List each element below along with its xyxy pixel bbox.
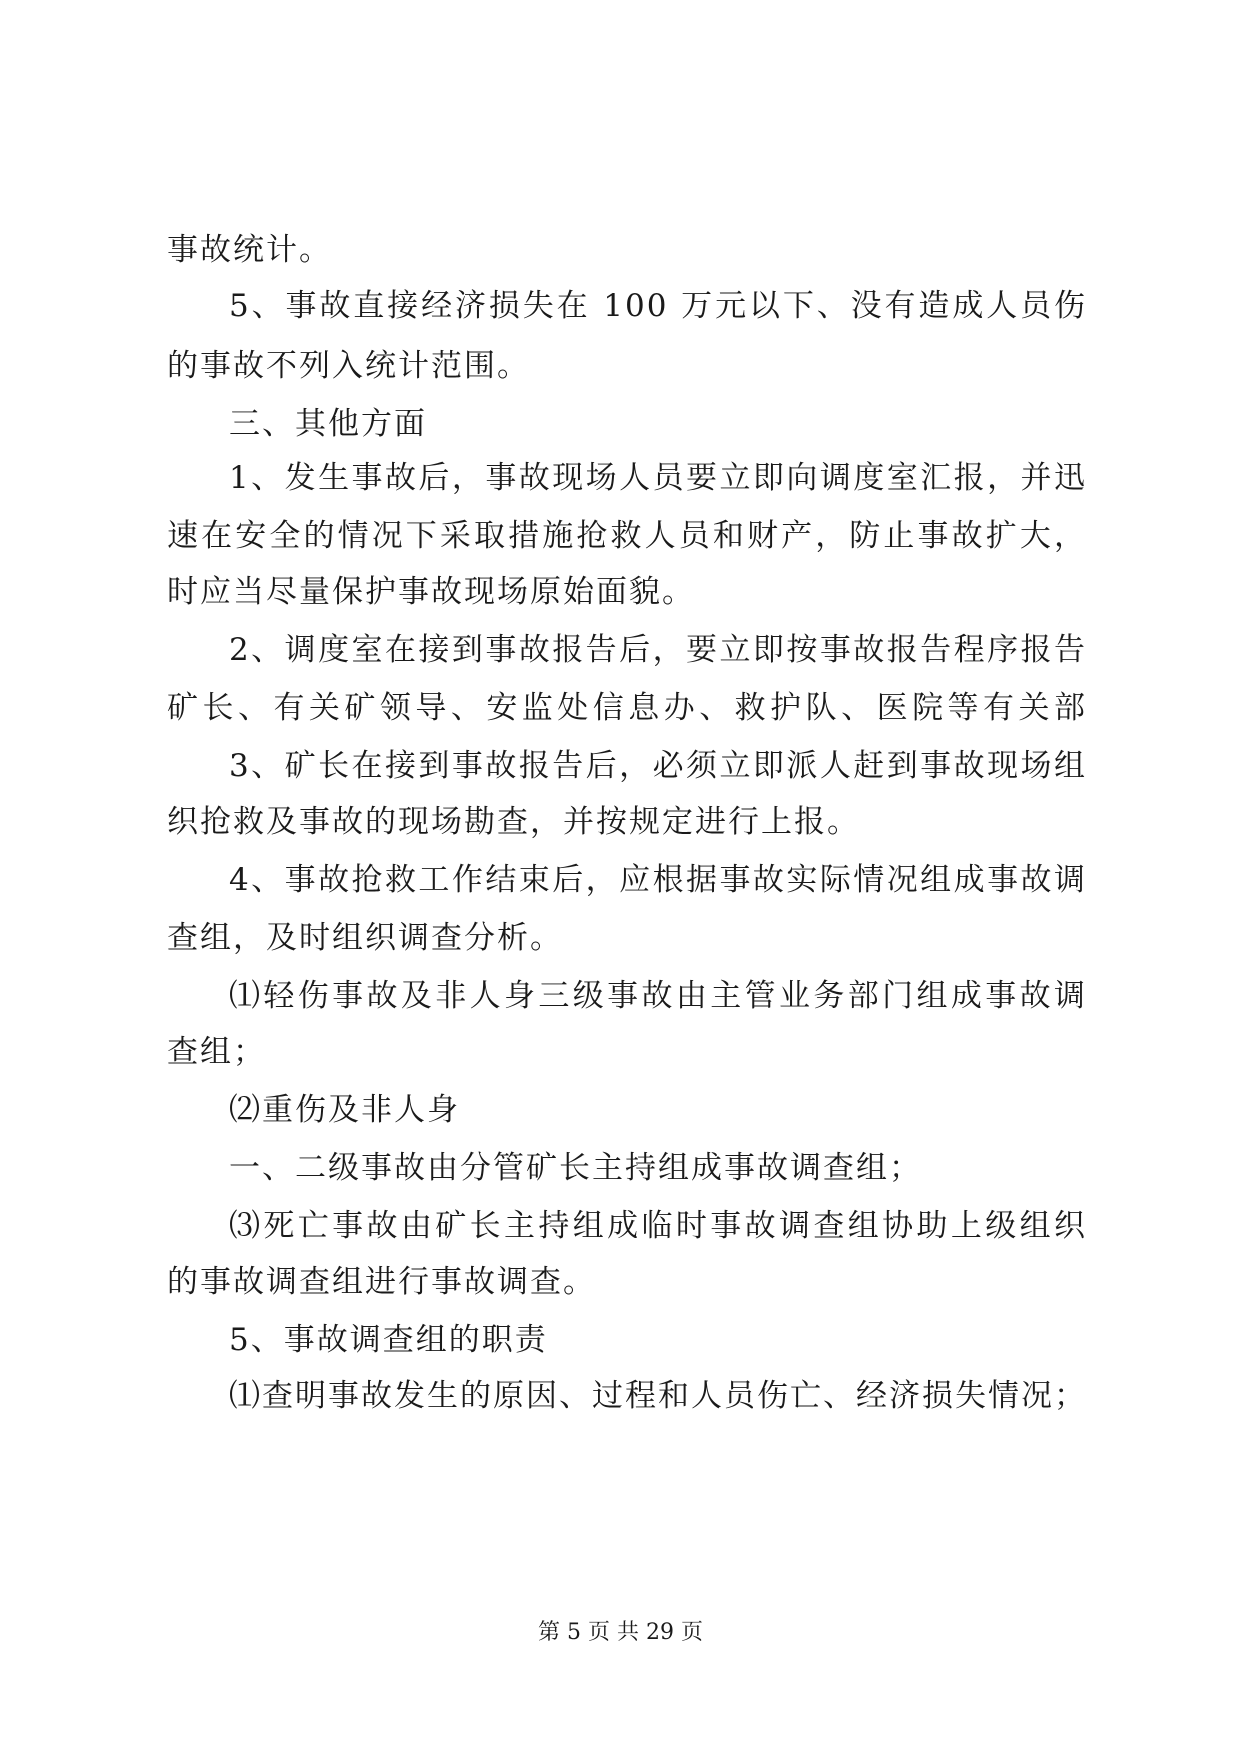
- text-line: 3、矿长在接到事故报告后，必须立即派人赶到事故现场组: [229, 748, 1087, 784]
- text-line: 事故统计。: [167, 232, 332, 268]
- text-line: 4、事故抢救工作结束后，应根据事故实际情况组成事故调: [229, 862, 1087, 898]
- text-line: 1、发生事故后，事故现场人员要立即向调度室汇报，并迅: [229, 460, 1087, 496]
- text-line: 时应当尽量保护事故现场原始面貌。: [167, 574, 695, 610]
- text-line: 5、事故调查组的职责: [229, 1322, 548, 1358]
- page-number: 第 5 页 共 29 页: [538, 1620, 703, 1645]
- text-line: 查组，及时组织调查分析。: [167, 920, 563, 956]
- text-line: 织抢救及事故的现场勘查，并按规定进行上报。: [167, 804, 860, 840]
- text-line: ⑴轻伤事故及非人身三级事故由主管业务部门组成事故调: [229, 978, 1087, 1014]
- text-line: 矿长、有关矿领导、安监处信息办、救护队、医院等有关部: [167, 690, 1087, 726]
- text-line: ⑵重伤及非人身: [229, 1092, 460, 1128]
- text-line: ⑴查明事故发生的原因、过程和人员伤亡、经济损失情况；: [229, 1378, 1087, 1414]
- text-line: 的事故不列入统计范围。: [167, 348, 530, 384]
- text-line: 的事故调查组进行事故调查。: [167, 1264, 596, 1300]
- text-line: 5、事故直接经济损失在 100 万元以下、没有造成人员伤: [229, 288, 1087, 324]
- text-line: 2、调度室在接到事故报告后，要立即按事故报告程序报告: [229, 632, 1087, 668]
- text-line: 速在安全的情况下采取措施抢救人员和财产，防止事故扩大，: [167, 518, 1087, 554]
- text-line: 一、二级事故由分管矿长主持组成事故调查组；: [229, 1150, 922, 1186]
- text-line: ⑶死亡事故由矿长主持组成临时事故调查组协助上级组织: [229, 1208, 1087, 1244]
- text-line: 查组；: [167, 1034, 266, 1070]
- section-heading: 三、其他方面: [229, 406, 427, 442]
